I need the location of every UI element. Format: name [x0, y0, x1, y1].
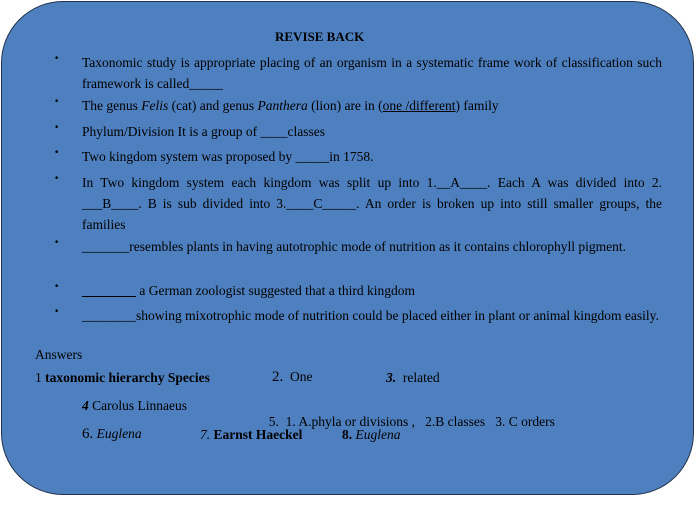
question-text: Two kingdom system was proposed by _____in 1758. [82, 149, 374, 164]
bullet-icon: • [54, 54, 60, 64]
question-text: The genus Felis (cat) and genus Panthera (lion) are in (one /different) family [82, 98, 499, 113]
answer-3: 3. related [386, 370, 440, 385]
bullet-icon: • [54, 307, 60, 317]
answer-5: 5. 1. A.phyla or divisions , 2.B classes 3. C orders [268, 414, 555, 429]
question-text: Phylum/Division It is a group of ____classes [82, 124, 325, 139]
bullet-icon: • [54, 282, 60, 292]
question-text: ________ a German zoologist suggested that a third kingdom [82, 283, 415, 298]
answer-2: 2. One [272, 369, 313, 385]
answer-7: 7. Earnst Haeckel [200, 427, 303, 442]
bullet-icon: • [54, 174, 60, 184]
question-text: _______resembles plants in having autotrophic mode of nutrition as it contains chlorophyll pigment. [82, 239, 627, 254]
bullet-icon: • [54, 238, 60, 248]
question-text: In Two kingdom system each kingdom was split up into 1.__A____. Each A was divided into 2. ___B____. B is sub divided into 3.____C_____. An order is broken up into still smaller groups, the families [82, 175, 662, 232]
answer-8: 8. Euglena [342, 427, 401, 442]
bullet-icon: • [54, 148, 60, 158]
answer-6: 6. Euglena [82, 426, 142, 442]
question-text: ________showing mixotrophic mode of nutrition could be placed either in plant or animal kingdom easily. [82, 308, 659, 323]
answers-heading: Answers [35, 347, 83, 362]
answer-1: 1 taxonomic hierarchy Species [35, 370, 210, 385]
answer-4: 4 Carolus Linnaeus [82, 398, 187, 413]
bullet-icon: • [54, 123, 60, 133]
question-text: Taxonomic study is appropriate placing of an organism in a systematic frame work of classification such framework is called_____ [82, 55, 662, 91]
bullet-icon: • [54, 97, 60, 107]
